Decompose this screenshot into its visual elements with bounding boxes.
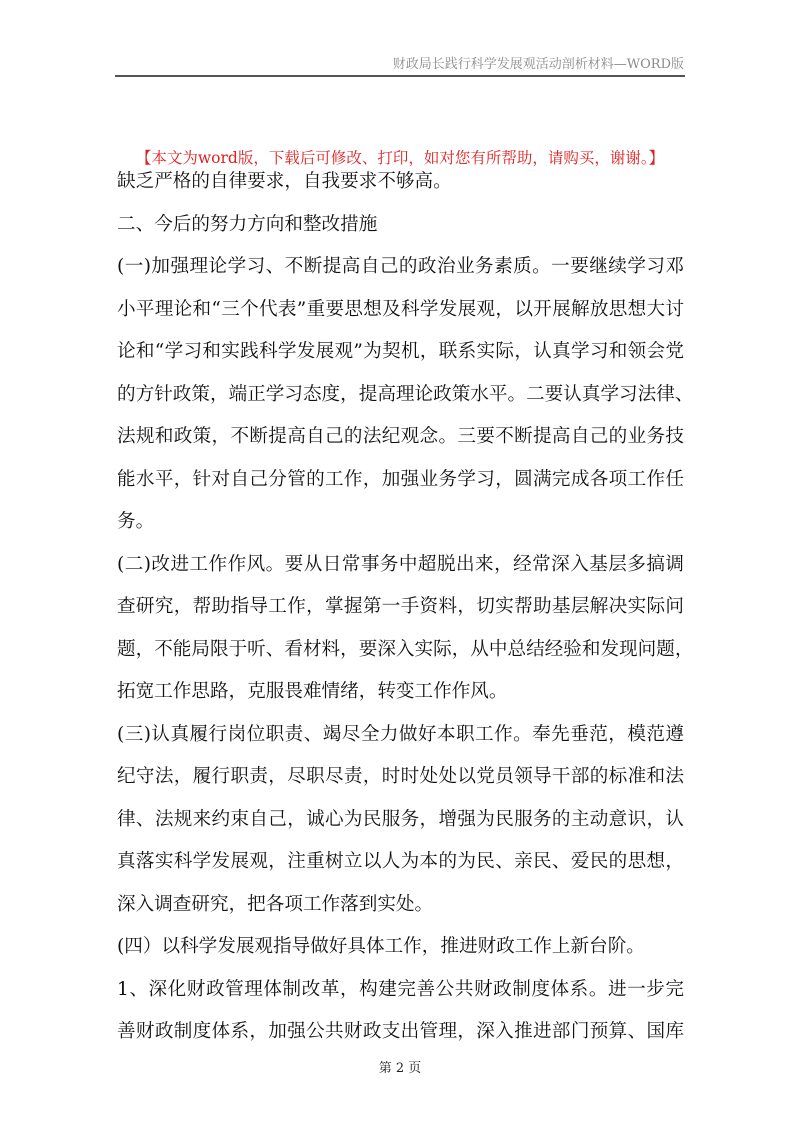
text-line: 律、法规来约束自己，诚心为民服务，增强为民服务的主动意识，认 [117, 808, 684, 830]
text-line: 深入调查研究，把各项工作落到实处。 [117, 893, 434, 915]
text-line: 务。 [117, 511, 155, 532]
text-line: 拓宽工作思路，克服畏难情绪，转变工作作风。 [117, 681, 508, 702]
page-number: 第 2 页 [378, 1061, 422, 1076]
text-line: (二)改进工作作风。要从日常事务中超脱出来，经常深入基层多搞调 [117, 553, 684, 575]
text-line: 法规和政策，不断提高自己的法纪观念。三要不断提高自己的业务技 [117, 426, 684, 447]
header-rule [115, 75, 685, 77]
text-line: 查研究，帮助指导工作，掌握第一手资料，切实帮助基层解决实际问 [117, 596, 684, 617]
purchase-notice: 【本文为word版，下载后可修改、打印，如对您有所帮助，请购买，谢谢。】 [135, 149, 665, 167]
text-line: 纪守法，履行职责，尽职尽责，时时处处以党员领导干部的标准和法 [117, 766, 684, 787]
text-line: 的方针政策，端正学习态度，提高理论政策水平。二要认真学习法律、 [117, 383, 694, 405]
text-line: (一)加强理论学习、不断提高自己的政治业务素质。一要继续学习邓 [117, 256, 684, 277]
text-line: (三)认真履行岗位职责、竭尽全力做好本职工作。奉先垂范，模范遵 [117, 723, 684, 745]
text-line: 真落实科学发展观，注重树立以人为本的为民、亲民、爱民的思想， [117, 851, 684, 872]
text-line: 论和“学习和实践科学发展观”为契机，联系实际，认真学习和领会党 [117, 341, 684, 362]
text-line: 能水平，针对自己分管的工作，加强业务学习，圆满完成各项工作任 [117, 468, 684, 490]
running-header: 财政局长践行科学发展观活动剖析材料—WORD版 [392, 57, 684, 72]
text-line: 缺乏严格的自律要求，自我要求不够高。 [117, 171, 452, 192]
text-line: 善财政制度体系，加强公共财政支出管理，深入推进部门预算、国库 [117, 1021, 684, 1042]
text-line: 1、深化财政管理体制改革，构建完善公共财政制度体系。进一步完 [117, 978, 684, 1000]
text-line: 二、今后的努力方向和整改措施 [117, 213, 378, 235]
text-line: (四）以科学发展观指导做好具体工作，推进财政工作上新台阶。 [117, 936, 645, 957]
body-text [117, 161, 694, 1054]
text-line: 题，不能局限于听、看材料，要深入实际，从中总结经验和发现问题， [117, 638, 694, 660]
text-line: 小平理论和“三个代表”重要思想及科学发展观，以开展解放思想大讨 [117, 298, 684, 320]
